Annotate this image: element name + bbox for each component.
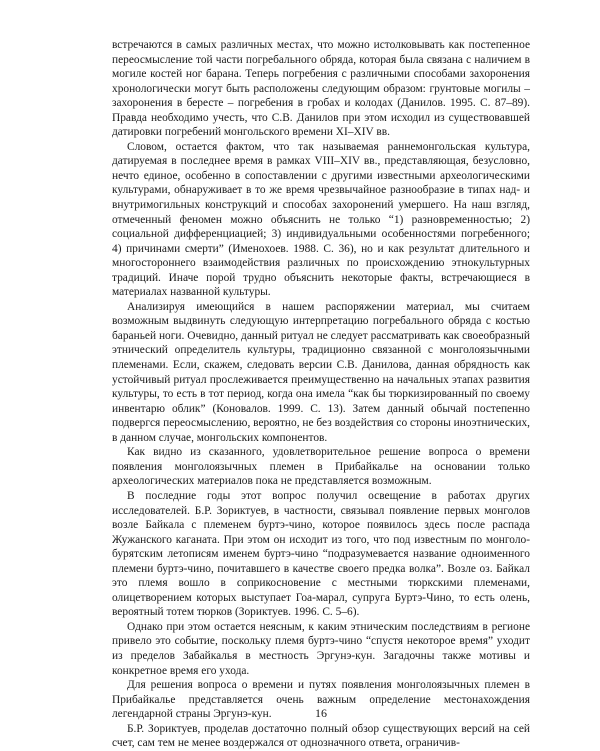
- paragraph-8: Б.Р. Зориктуев, проделав достаточно полный обзор существующих версий на сей счет, сам тем не менее воздержался от однозначного ответа, ограничив-: [112, 722, 530, 750]
- page-number: 16: [315, 706, 327, 720]
- paragraph-7: Для решения вопроса о времени и путях появления монголоязычных племен в Прибайкалье представляется очень важным определение местонахождения легендарной страны Эргунэ-кун.: [112, 679, 530, 721]
- paragraph-5: В последние годы этот вопрос получил освещение в работах других исследователей. Б.Р. Зориктуев, в частности, связывал появление первых монголов возле Байкала с племенем буртэ-чино, которое появилось здесь после распада Жужанского каганата. При этом он исходит из того, что под известным по монголо-бурятским летописям именем буртэ-чино “подразумевается название одноименного племени буртэ-чино, почитавшего в качестве своего предка волка”. Возле оз. Байкал это племя вошло в соприкосновение с местными тюркскими племенами, олицетворением которых выступает Гоа-марал, супруга Буртэ-Чино, то есть олень, вероятный тотем тюрков (Зориктуев. 1996. С. 5–6).: [112, 489, 530, 619]
- paragraph-1: встречаются в самых различных местах, что можно истолковывать как постепенное переосмысление той части погребального обряда, которая была связана с наличием в могиле костей ног барана. Теперь погребения с различными способами захоронения хронологически могут быть расположены следующим образом: грунтовые могилы – захоронения в бересте – погребения в гробах и колодах (Данилов. 1995. С. 87–89). Правда необходимо учесть, что С.В. Данилов при этом исходил из существовавшей датировки погребений монгольского времени XI–XIV вв.: [112, 39, 530, 139]
- paragraph-2: Словом, остается фактом, что так называемая раннемонгольская культура, датируемая в последнее время в рамках VIII–XIV вв., представляющая, безусловно, нечто единое, особенно в сопоставлении с другими известными археологическими культурами, обнаруживает в то же время чрезвычайное разнообразие в типах над- и внутримогильных конструкций и способах захоронений умершего. На наш взгляд, отмеченный феномен можно объяснить не только “1) разновременностью; 2) социальной дифференциацией; 3) индивидуальными особенностями погребенного; 4) причинами смерти” (Именохоев. 1988. С. 36), но и как результат длительного и многостороннего взаимодействия различных по происхождению этнокультурных традиций. Иначе порой трудно объяснить некоторые факты, встречающиеся в материалах названной культуры.: [112, 140, 530, 299]
- paragraph-3: Анализируя имеющийся в нашем распоряжении материал, мы считаем возможным выдвинуть следующую интерпретацию погребального обряда с костью бараньей ноги. Очевидно, данный ритуал не следует рассматривать как своеобразный этнический определитель культуры, традиционно связанной с монголоязычными племенами. Если, скажем, следовать версии С.В. Данилова, данная обрядность как устойчивый ритуал прослеживается преимущественно на начальных этапах развития культуры, то есть в тот период, когда она имела “как бы тюркизированный по своему инвентарю облик” (Коновалов. 1999. С. 13). Затем данный обычай постепенно подвергся переосмыслению, вероятно, не без воздействия со стороны иноэтнических, в данном случае, монгольских компонентов.: [112, 300, 530, 444]
- body-text: [112, 38, 530, 751]
- paragraph-4: Как видно из сказанного, удовлетворительное решение вопроса о времени появления монголоязычных племен в Прибайкалье на основании только археологических материалов пока не представляется возможным.: [112, 446, 530, 488]
- paragraph-6: Однако при этом остается неясным, к каким этническим последствиям в регионе привело это событие, поскольку племя буртэ-чино “спустя некоторое время” уходит из пределов Забайкалья в местность Эргунэ-кун. Загадочны также мотивы и конкретное время его ухода.: [112, 620, 530, 677]
